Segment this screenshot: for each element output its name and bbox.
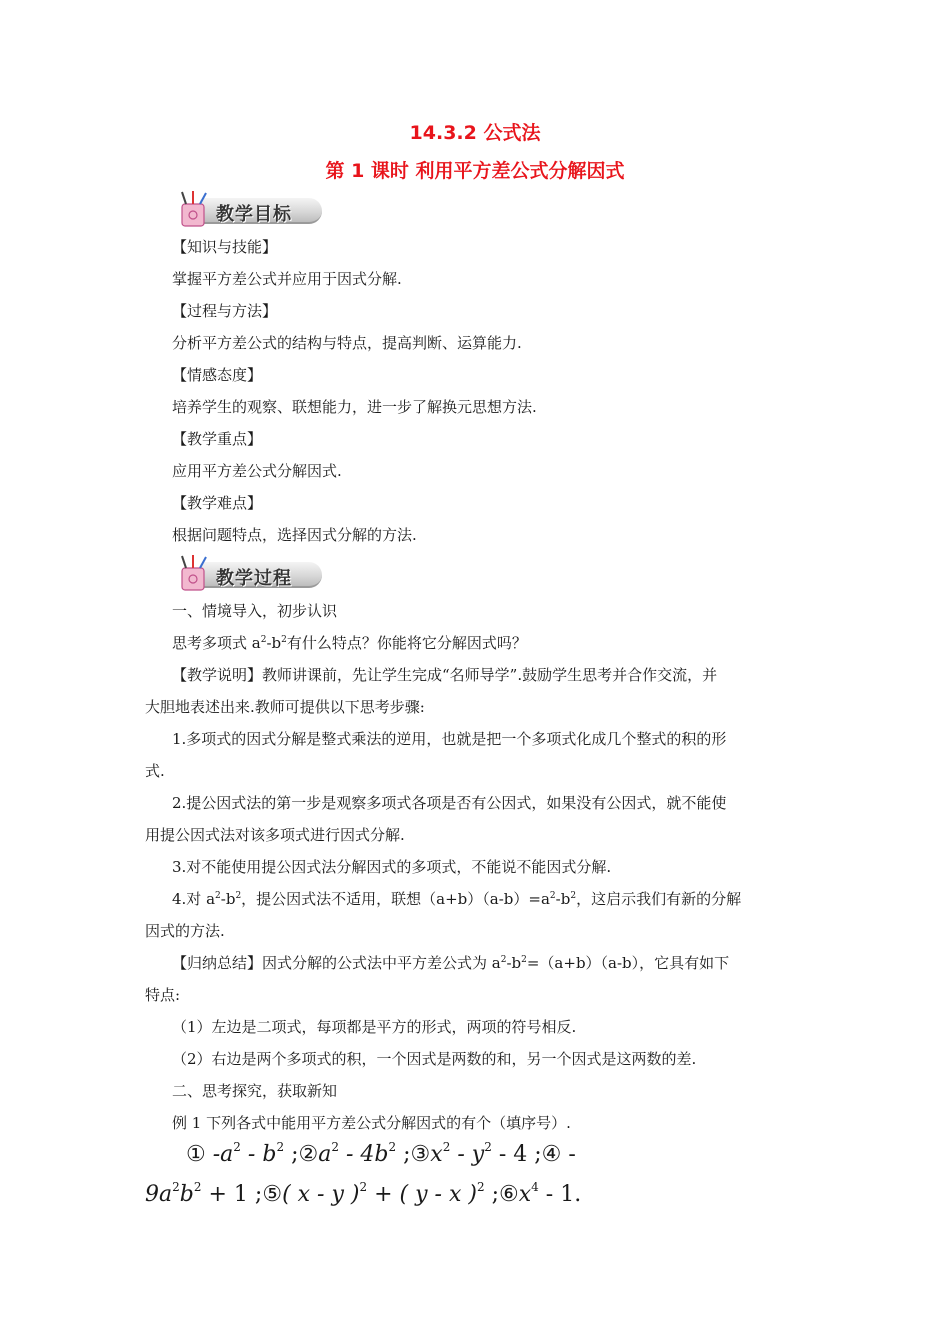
feature-1: （1）左边是二项式，每项都是平方的形式，两项的符号相反. [172,1018,577,1036]
step-1-line-1: 1.多项式的因式分解是整式乘法的逆用，也就是把一个多项式化成几个整式的积的形 [172,730,727,748]
goal-text-process: 分析平方差公式的结构与特点，提高判断、运算能力. [172,334,522,352]
goal-heading-key-point: 【教学重点】 [172,430,263,448]
question-text: 思考多项式 $a^2-b^2$有什么特点？你能将它分解因式吗？ [172,634,527,652]
step-1-line-2: 式. [145,762,165,780]
step-2-line-1: 2.提公因式法的第一步是观察多项式各项是否有公因式，如果没有公因式，就不能使 [172,794,727,812]
banner-label: 教学目标 [216,204,292,225]
section-title: 14.3.2 公式法 [409,122,541,144]
step-2-line-2: 用提公因式法对该多项式进行因式分解. [145,826,405,844]
banner-teaching-process [170,554,328,592]
step-3: 3.对不能使用提公因式法分解因式的多项式，不能说不能因式分解. [172,858,612,876]
math-expression-line-2: $9a^2b^2 + 1$ ;⑤( x - y )$^2$ + ( y - x )$^2$ $;⑥x^4 - 1$. [145,1180,582,1207]
math-expression-line-1: ① $-a^2 - b^2$ $;②a^2 - 4b^2$ $;③x^2 - y^2 - 4$ ;④ - [186,1140,576,1167]
step-4-line-2: 因式的方法. [145,922,225,940]
goal-heading-process: 【过程与方法】 [172,302,278,320]
goal-heading-difficulty: 【教学难点】 [172,494,263,512]
section-heading-1: 一、情境导入，初步认识 [172,602,338,620]
summary-line-1: 【归纳总结】因式分解的公式法中平方差公式为 $a^2-b^2=(a+b)(a-b)$，它具有如下 [172,954,730,972]
teaching-note-line-1: 【教学说明】教师讲课前，先让学生完成“名师导学”.鼓励学生思考并合作交流，并 [172,666,718,684]
goal-text-knowledge: 掌握平方差公式并应用于因式分解. [172,270,402,288]
teaching-note-line-2: 大胆地表述出来.教师可提供以下思考步骤: [145,698,425,716]
section-heading-2: 二、思考探究，获取新知 [172,1082,338,1100]
banner-teaching-goals [170,190,328,228]
goal-text-difficulty: 根据问题特点，选择因式分解的方法. [172,526,417,544]
example-1-prompt: 例 1 下列各式中能用平方差公式分解因式的有个（填序号）. [172,1114,571,1132]
lesson-title: 第 1 课时 利用平方差公式分解因式 [325,160,625,182]
pencil-cup-icon [174,190,214,228]
goal-text-key-point: 应用平方差公式分解因式. [172,462,342,480]
step-4-line-1: 4.对 $a^2-b^2$，提公因式法不适用，联想$(a+b)(a-b)=a^2-b^2$，这启示我们有新的分解 [172,890,742,908]
goal-heading-attitude: 【情感态度】 [172,366,263,384]
banner-label: 教学过程 [216,568,292,589]
feature-2: （2）右边是两个多项式的积，一个因式是两数的和，另一个因式是这两数的差. [172,1050,697,1068]
summary-line-2: 特点: [145,986,181,1004]
pencil-cup-icon [174,554,214,592]
goal-heading-knowledge: 【知识与技能】 [172,238,278,256]
goal-text-attitude: 培养学生的观察、联想能力，进一步了解换元思想方法. [172,398,537,416]
